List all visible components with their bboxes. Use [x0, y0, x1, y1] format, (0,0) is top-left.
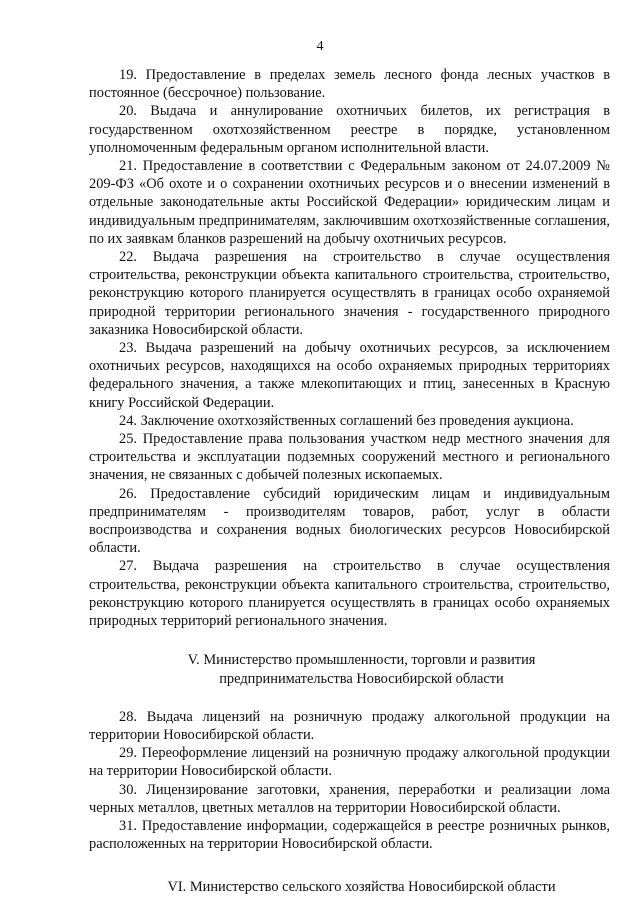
list-item-29: 29. Переоформление лицензий на розничную продажу алкогольной продукции на территории Новосибирской области.: [89, 745, 610, 780]
list-item-22: 22. Выдача разрешения на строительство в случае осуществления строительства, реконструкции объекта капитального строительства, строительство, реконструкцию которого планируется осуществлять в границах особо охраняемой природной территории регионального значения - государственного природного заказника Новосибирской области.: [89, 249, 610, 338]
list-item-20: 20. Выдача и аннулирование охотничьих билетов, их регистрация в государственном охотхозяйственном реестре в порядке, установленном уполномоченным федеральным органом исполнительной власти.: [89, 103, 610, 156]
list-item-24: 24. Заключение охотхозяйственных соглашений без проведения аукциона.: [119, 412, 574, 429]
section-heading-5-line-1: V. Министерство промышленности, торговли и развития: [187, 652, 536, 669]
list-item-31: 31. Предоставление информации, содержащейся в реестре розничных рынков, расположенных на территории Новосибирской области.: [89, 817, 610, 853]
list-item-26: 26. Предоставление субсидий юридическим лицам и индивидуальным предпринимателям - производителям товаров, работ, услуг в области воспроизводства и сохранения водных биологических ресурсов Новосибирской области.: [89, 485, 610, 557]
section-heading-6: [89, 878, 610, 896]
list-item-23: 23. Выдача разрешений на добычу охотничьих ресурсов, за исключением охотничьих ресурсов, находящихся на особо охраняемых природных территориях федерального значения, а также млекопитающих и птиц, занесенных в Красную книгу Российской Федерации.: [89, 340, 610, 411]
section-heading-5: [89, 651, 610, 687]
document-body: [89, 66, 610, 897]
list-item-19: 19. Предоставление в пределах земель лесного фонда лесных участков в постоянное (бессрочное) пользование.: [89, 67, 610, 102]
section-spacer: [89, 688, 610, 708]
section-spacer: [89, 853, 610, 878]
list-item-28: 28. Выдача лицензий на розничную продажу алкогольной продукции на территории Новосибирской области.: [89, 708, 610, 743]
list-item-25: 25. Предоставление права пользования участком недр местного значения для строительства и эксплуатации подземных сооружений местного и регионального значения, не связанных с добычей полезных ископаемых.: [89, 431, 610, 484]
section-heading-6-line-1: VI. Министерство сельского хозяйства Новосибирской области: [167, 879, 556, 896]
list-item-21: 21. Предоставление в соответствии с Федеральным законом от 24.07.2009 № 209-ФЗ «Об охоте и о сохранении охотничьих ресурсов и о внесении изменений в отдельные законодательные акты Российской Федерации» юридическим лицам и индивидуальным предпринимателям, заключившим охотхозяйственные соглашения, по их заявкам бланков разрешений на добычу охотничьих ресурсов.: [89, 158, 610, 247]
section-heading-5-line-2: предпринимательства Новосибирской области: [219, 670, 504, 687]
list-item-30: 30. Лицензирование заготовки, хранения, переработки и реализации лома черных металлов, цветных металлов на территории Новосибирской области.: [89, 781, 610, 816]
list-item-27: 27. Выдача разрешения на строительство в случае осуществления строительства, реконструкции объекта капитального строительства, строительство, реконструкцию которого планируется осуществлять в границах особо охраняемых природных территорий регионального значения.: [89, 558, 610, 630]
section-spacer: [89, 630, 610, 651]
page-number: 4: [316, 39, 324, 54]
